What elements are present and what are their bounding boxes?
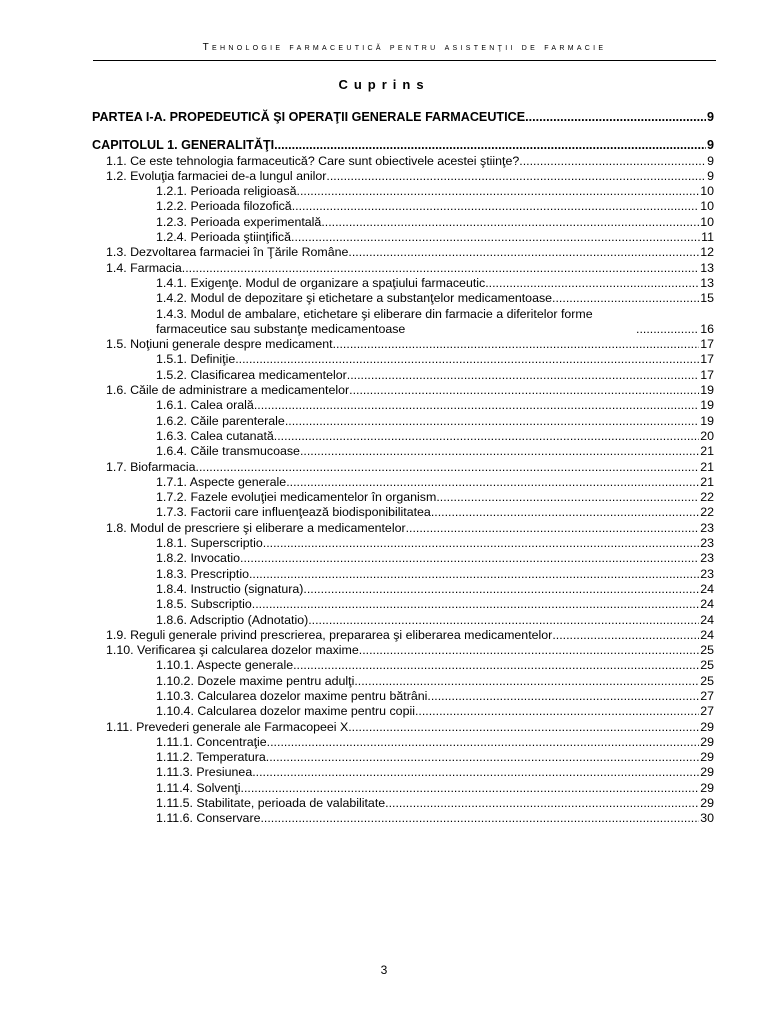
dot-leader xyxy=(291,230,700,245)
toc-entry-page: 13 xyxy=(700,275,714,290)
toc-entry-page: 21 xyxy=(700,444,714,459)
toc-entry-label: 1.6.1. Calea orală xyxy=(156,398,254,413)
toc-entry-label: 1.4. Farmacia xyxy=(106,260,182,275)
dot-leader xyxy=(297,184,700,199)
toc-entry-page: 29 xyxy=(700,796,714,811)
toc-entry[interactable] xyxy=(92,536,714,551)
toc-entry-page: 21 xyxy=(700,459,714,474)
toc-entry-page: 27 xyxy=(700,688,714,703)
toc-entry-page: 22 xyxy=(700,490,714,505)
dot-leader xyxy=(267,735,700,750)
toc-entry-page: 29 xyxy=(700,780,714,795)
dot-leader xyxy=(431,505,699,520)
dot-leader xyxy=(485,276,699,291)
toc-entry-page: 13 xyxy=(700,260,714,275)
toc-entry[interactable] xyxy=(92,230,714,245)
toc-entry-label: 1.10.3. Calcularea dozelor maxime pentru bătrâni xyxy=(156,688,428,703)
toc-entry-label: 1.8. Modul de prescriere şi eliberare a medicamentelor xyxy=(106,520,406,535)
toc-entry-label: 1.11.6. Conservare xyxy=(156,811,261,826)
dot-leader xyxy=(240,551,699,566)
dot-leader xyxy=(274,138,706,153)
toc-entry-page: 10 xyxy=(700,184,714,199)
dot-leader xyxy=(348,245,699,260)
toc-entry[interactable] xyxy=(92,781,714,796)
toc-entry-label: 1.3. Dezvoltarea farmaciei în Ţările Române xyxy=(106,245,349,260)
toc-entry-label: 1.2.2. Perioada filozofică xyxy=(156,199,292,214)
dot-leader xyxy=(235,352,699,367)
toc-entry-label: 1.8.6. Adscriptio (Adnotatio) xyxy=(156,612,309,627)
toc-entry[interactable] xyxy=(92,750,714,765)
toc-entry-page: 29 xyxy=(700,750,714,765)
toc-entry-label: 1.11.1. Concentraţie xyxy=(156,734,267,749)
toc-entry[interactable] xyxy=(92,199,714,214)
toc-entry-page: 10 xyxy=(700,214,714,229)
toc-entry-label: 1.7.1. Aspecte generale xyxy=(156,474,287,489)
header-rule xyxy=(93,60,716,61)
toc-entry-page: 22 xyxy=(700,505,714,520)
dot-leader xyxy=(266,750,699,765)
toc-entry-page: 17 xyxy=(700,352,714,367)
toc-entry[interactable] xyxy=(92,368,714,383)
toc-entry[interactable] xyxy=(92,582,714,597)
toc-entry-label: 1.5. Noţiuni generale despre medicament xyxy=(106,337,333,352)
page-title: Cuprins xyxy=(338,77,430,92)
dot-leader xyxy=(249,567,699,582)
toc-entry[interactable] xyxy=(92,429,714,444)
dot-leader xyxy=(241,781,700,796)
toc-entry[interactable] xyxy=(92,490,714,505)
toc-entry[interactable] xyxy=(92,307,714,338)
toc-entry[interactable] xyxy=(92,352,714,367)
toc-entry[interactable] xyxy=(92,720,714,735)
dot-leader xyxy=(406,521,700,536)
toc-entry[interactable] xyxy=(92,398,714,413)
toc-entry-page: 12 xyxy=(700,245,714,260)
toc-entry-page: 23 xyxy=(700,551,714,566)
toc-entry[interactable] xyxy=(92,658,714,673)
toc-entry-page: 9 xyxy=(706,110,714,124)
dot-leader xyxy=(274,429,699,444)
toc-entry-label: 1.1. Ce este tehnologia farmaceutică? Care sunt obiectivele acestei ştiinţe? xyxy=(106,153,520,168)
dot-leader xyxy=(354,674,699,689)
toc-entry[interactable] xyxy=(92,276,714,291)
toc-entry-label: 1.4.3. Modul de ambalare, etichetare şi eliberare din farmacie a diferitelor forme farmaceutice sau substanţe medicamentoase xyxy=(156,306,593,336)
page-number: 3 xyxy=(380,963,388,977)
dot-leader xyxy=(636,322,699,337)
toc-entry[interactable] xyxy=(92,444,714,459)
toc-entry-page: 9 xyxy=(707,153,714,168)
toc-entry[interactable] xyxy=(92,475,714,490)
toc-entry[interactable] xyxy=(92,811,714,826)
toc-entry[interactable] xyxy=(92,765,714,780)
toc-entry[interactable] xyxy=(92,613,714,628)
toc-entry-page: 25 xyxy=(700,658,714,673)
toc-entry[interactable] xyxy=(92,460,714,475)
toc-entry-label: 1.10.1. Aspecte generale xyxy=(156,658,294,673)
toc-entry[interactable] xyxy=(92,505,714,520)
toc-entry[interactable] xyxy=(92,291,714,306)
toc-entry-label: 1.10. Verificarea şi calcularea dozelor maxime xyxy=(106,643,359,658)
toc-entry-label: 1.8.5. Subscriptio xyxy=(156,597,252,612)
toc-entry-page: 21 xyxy=(700,474,714,489)
toc-entry[interactable] xyxy=(92,110,714,125)
dot-leader xyxy=(260,811,699,826)
toc-entry-label: 1.6. Căile de administrare a medicamentelor xyxy=(106,383,350,398)
dot-leader xyxy=(519,154,706,169)
toc-entry-label: 1.7.2. Fazele evoluţiei medicamentelor în organism xyxy=(156,490,437,505)
table-of-contents xyxy=(92,110,714,827)
toc-entry-page: 29 xyxy=(700,765,714,780)
dot-leader xyxy=(292,199,700,214)
toc-entry[interactable] xyxy=(92,414,714,429)
toc-entry[interactable] xyxy=(92,643,714,658)
toc-entry[interactable] xyxy=(92,169,714,184)
dot-leader xyxy=(182,261,699,276)
toc-entry-page: 30 xyxy=(700,811,714,826)
toc-entry-page: 9 xyxy=(707,168,714,183)
toc-entry[interactable] xyxy=(92,337,714,352)
toc-entry-label: CAPITOLUL 1. GENERALITĂŢI xyxy=(92,138,275,153)
dot-leader xyxy=(303,582,699,597)
toc-entry[interactable] xyxy=(92,521,714,536)
dot-leader xyxy=(321,215,699,230)
dot-leader xyxy=(252,765,699,780)
toc-entry[interactable] xyxy=(92,628,714,643)
dot-leader xyxy=(308,613,699,628)
dot-leader xyxy=(427,689,699,704)
toc-entry-page: 9 xyxy=(706,138,714,153)
toc-entry-label: 1.11.4. Solvenţi xyxy=(156,780,241,795)
toc-entry[interactable] xyxy=(92,245,714,260)
dot-leader xyxy=(415,704,699,719)
toc-entry-page: 15 xyxy=(700,291,714,306)
toc-entry[interactable] xyxy=(92,551,714,566)
toc-entry-label: 1.6.3. Calea cutanată xyxy=(156,428,274,443)
toc-entry-page: 23 xyxy=(700,536,714,551)
toc-entry-page: 23 xyxy=(700,520,714,535)
toc-entry-label: 1.8.3. Prescriptio xyxy=(156,566,249,581)
toc-entry-page: 24 xyxy=(700,597,714,612)
toc-entry-page: 24 xyxy=(700,627,714,642)
toc-entry[interactable] xyxy=(92,674,714,689)
toc-entry-page: 17 xyxy=(700,367,714,382)
toc-entry-label: PARTEA I-A. PROPEDEUTICĂ ŞI OPERAŢII GENERALE FARMACEUTICE xyxy=(92,110,526,124)
toc-entry[interactable] xyxy=(92,567,714,582)
toc-entry-page: 27 xyxy=(700,704,714,719)
toc-entry-page: 11 xyxy=(701,230,714,245)
toc-entry-label: 1.2.4. Perioada ştiinţifică xyxy=(156,230,291,245)
toc-entry-page: 24 xyxy=(700,612,714,627)
toc-entry-label: 1.4.2. Modul de depozitare şi etichetare a substanţelor medicamentoase xyxy=(156,291,553,306)
dot-leader xyxy=(254,398,699,413)
toc-entry-page: 23 xyxy=(700,566,714,581)
dot-leader xyxy=(552,628,699,643)
dot-leader xyxy=(359,643,699,658)
running-header: Tehnologie farmaceutică pentru asistenţii de farmacie xyxy=(202,42,607,53)
dot-leader xyxy=(348,720,699,735)
toc-entry-page: 19 xyxy=(700,383,714,398)
toc-entry-page: 25 xyxy=(700,673,714,688)
toc-entry-label: 1.11. Prevederi generale ale Farmacopeei X xyxy=(106,719,349,734)
toc-entry-page: 29 xyxy=(700,734,714,749)
toc-entry-label: 1.7.3. Factorii care influenţează biodisponibilitatea xyxy=(156,505,431,520)
toc-entry-page: 17 xyxy=(700,337,714,352)
dot-leader xyxy=(436,490,699,505)
toc-entry-label: 1.6.2. Căile parenterale xyxy=(156,413,285,428)
toc-entry[interactable] xyxy=(92,735,714,750)
toc-entry-label: 1.8.2. Invocatio xyxy=(156,551,241,566)
toc-entry[interactable] xyxy=(92,184,714,199)
toc-entry-label: 1.9. Reguli generale privind prescrierea, prepararea şi eliberarea medicamentelor xyxy=(106,627,553,642)
toc-entry-label: 1.2.1. Perioada religioasă xyxy=(156,184,297,199)
dot-leader xyxy=(326,169,706,184)
toc-entry-label: 1.8.1. Superscriptio xyxy=(156,536,263,551)
toc-entry-label: 1.10.4. Calcularea dozelor maxime pentru copii xyxy=(156,704,415,719)
toc-entry-page: 16 xyxy=(700,321,714,336)
toc-entry-page: 24 xyxy=(700,581,714,596)
toc-entry-page: 19 xyxy=(700,413,714,428)
dot-leader xyxy=(285,414,699,429)
toc-entry-label: 1.10.2. Dozele maxime pentru adulţi xyxy=(156,673,355,688)
toc-entry-label: 1.2. Evoluţia farmaciei de-a lungul anilor xyxy=(106,168,327,183)
dot-leader xyxy=(196,460,700,475)
dot-leader xyxy=(286,475,699,490)
toc-entry[interactable] xyxy=(92,689,714,704)
toc-entry-label: 1.11.3. Presiunea xyxy=(156,765,253,780)
toc-entry-page: 25 xyxy=(700,643,714,658)
dot-leader xyxy=(525,110,706,125)
toc-entry[interactable] xyxy=(92,597,714,612)
toc-entry-page: 19 xyxy=(700,398,714,413)
dot-leader xyxy=(552,291,699,306)
toc-entry-label: 1.5.2. Clasificarea medicamentelor xyxy=(156,367,347,382)
toc-entry-page: 10 xyxy=(700,199,714,214)
toc-entry-page: 29 xyxy=(700,719,714,734)
toc-entry-label: 1.11.5. Stabilitate, perioada de valabilitate xyxy=(156,796,386,811)
toc-entry-label: 1.4.1. Exigenţe. Modul de organizare a spaţiului farmaceutic xyxy=(156,275,486,290)
toc-entry-label: 1.2.3. Perioada experimentală xyxy=(156,214,322,229)
toc-entry[interactable] xyxy=(92,215,714,230)
toc-entry-page: 20 xyxy=(700,428,714,443)
dot-leader xyxy=(293,658,699,673)
toc-entry[interactable] xyxy=(92,261,714,276)
toc-entry-label: 1.6.4. Căile transmucoase xyxy=(156,444,300,459)
toc-entry[interactable] xyxy=(92,704,714,719)
dot-leader xyxy=(252,597,699,612)
toc-entry-label: 1.7. Biofarmacia xyxy=(106,459,196,474)
toc-entry[interactable] xyxy=(92,154,714,169)
dot-leader xyxy=(385,796,699,811)
toc-entry-label: 1.8.4. Instructio (signatura) xyxy=(156,581,304,596)
dot-leader xyxy=(300,444,699,459)
toc-entry[interactable] xyxy=(92,383,714,398)
toc-entry-label: 1.11.2. Temperatura xyxy=(156,750,266,765)
dot-leader xyxy=(333,337,700,352)
toc-entry[interactable] xyxy=(92,138,714,153)
toc-entry-label: 1.5.1. Definiţie xyxy=(156,352,236,367)
dot-leader xyxy=(347,368,699,383)
dot-leader xyxy=(349,383,699,398)
toc-entry[interactable] xyxy=(92,796,714,811)
dot-leader xyxy=(263,536,699,551)
